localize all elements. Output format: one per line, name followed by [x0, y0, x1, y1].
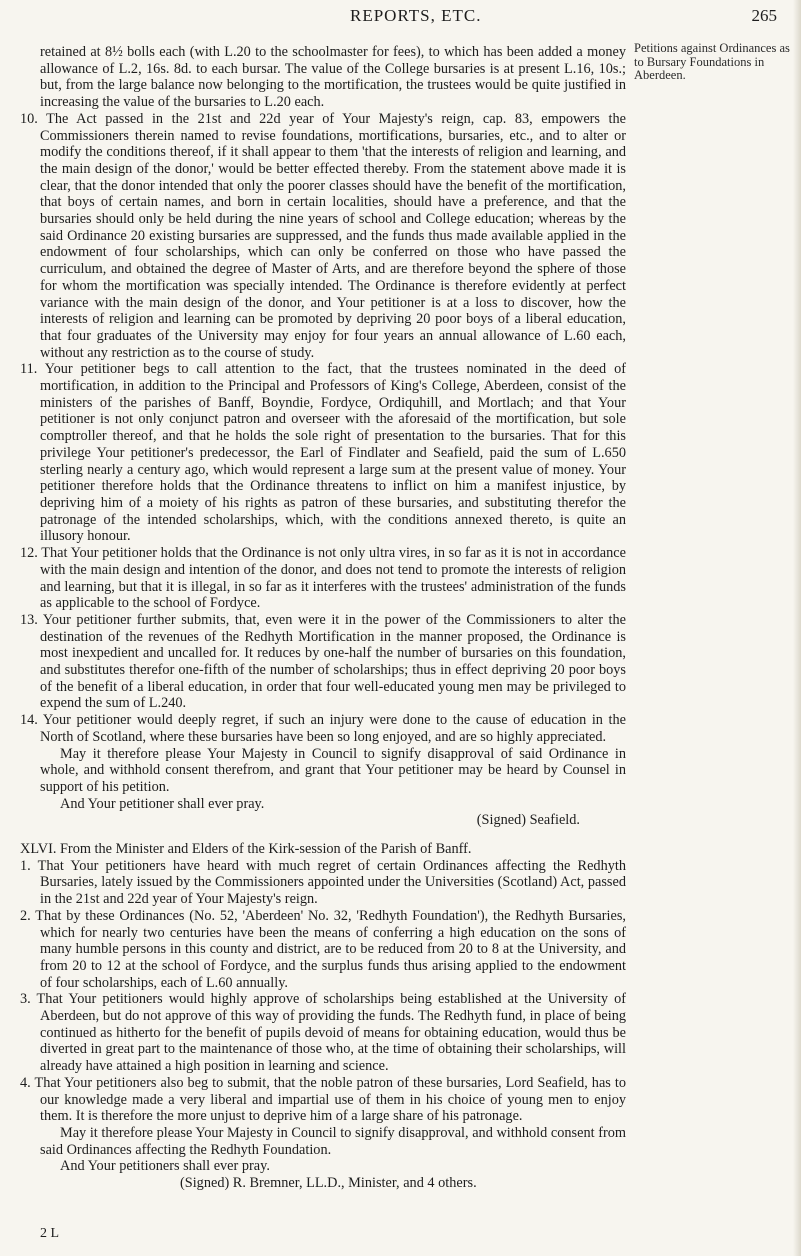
paragraph-14: 14. Your petitioner would deeply regret, if such an injury were done to the cause of education in the North of Scotland, where these bursaries have been so long enjoyed, and are so highly appreciated.	[20, 712, 626, 745]
paragraph-xlvi-2: 2. That by these Ordinances (No. 52, 'Aberdeen' No. 32, 'Redhyth Foundation'), the Redhyth Bursaries, which for nearly two centuries have been the means of conferring a high education on the sons of many humble persons in this county and district, are to be reduced from 20 to 8 at the University, and from 20 to 12 at the school of Fordyce, and the surplus funds thus arising applied to the endowment of four scholarships, each of L.60 annually.	[20, 907, 626, 991]
paragraph-11: 11. Your petitioner begs to call attention to the fact, that the trustees nominated in the deed of mortification, in addition to the Principal and Professors of King's College, Aberdeen, consist of the ministers of the parishes of Banff, Boyndie, Fordyce, Ordiquhill, and Mortlach; and that Your petitioner is not only conjunct patron and overseer with the aforesaid of the mortification, but sole comptroller thereof, and that he holds the sole right of presentation to the bursaries. That for this privilege Your petitioner's predecessor, the Earl of Findlater and Seafield, paid the sum of L.650 sterling nearly a century ago, which would represent a large sum at the present value of money. Your petitioner therefore holds that the Ordinance threatens to inflict on him a manifest injustice, by depriving him of a moiety of his rights as patron of these bursaries, and substituting therefor the patronage of the intended scholarships, which, with the conditions annexed thereto, is quite an illusory honour.	[20, 361, 626, 545]
ever-pray-line-xlvi: And Your petitioners shall ever pray.	[60, 1158, 270, 1175]
page-number: 265	[751, 6, 777, 25]
paragraph-intro: retained at 8½ bolls each (with L.20 to the schoolmaster for fees), to which has been added a money allowance of L.2, 16s. 8d. to each bursar. The value of the College bursaries is at present L.16, 10s.; but, from the large balance now belonging to the mortification, the trustees would be quite justified in increasing the value of the bursaries to L.20 each.	[40, 44, 626, 111]
page-edge	[793, 0, 801, 1256]
section-gap	[20, 829, 626, 841]
signature-text: (Signed) Seafield.	[476, 812, 580, 829]
section-heading-xlvi: XLVI. From the Minister and Elders of the Kirk-session of the Parish of Banff.	[20, 841, 472, 858]
ever-pray-line: And Your petitioner shall ever pray.	[60, 795, 265, 812]
page-header-title: REPORTS, ETC.	[350, 6, 482, 25]
paragraph-xlvi-1: 1. That Your petitioners have heard with much regret of certain Ordinances affecting the Redhyth Bursaries, lately issued by the Commissioners appointed under the Universities (Scotland) Act, passed in the 21st and 22d year of Your Majesty's reign.	[20, 857, 626, 908]
paragraph-xlvi-3: 3. That Your petitioners would highly approve of scholarships being established at the University of Aberdeen, but do not approve of this way of providing the funds. The Redhyth fund, in place of being continued as hitherto for the benefit of pupils devoid of means for obtaining education, would thus be diverted in great part to the maintenance of those who, at the time of obtaining their scholarships, will already have attained a high position in learning and science.	[20, 991, 626, 1075]
signature-mark: 2 L	[40, 1226, 60, 1241]
prayer-paragraph: May it therefore please Your Majesty in Council to signify disapproval of said Ordinance in whole, and withhold consent therefrom, and grant that Your petitioner may be heard by Counsel in support of his petition.	[40, 745, 626, 795]
running-head	[0, 6, 801, 32]
paragraph-xlvi-4: 4. That Your petitioners also beg to submit, that the noble patron of these bursaries, Lord Seafield, has to our knowledge made a very liberal and impartial use of them in his choice of young men to enjoy them. It is therefore the more unjust to deprive him of a large share of his patronage.	[20, 1074, 626, 1125]
margin-note: Petitions against Ordinances as to Bursary Foundations in Aberdeen.	[634, 41, 790, 82]
paragraph-12: 12. That Your petitioner holds that the Ordinance is not only ultra vires, in so far as it is not in accordance with the main design and intention of the donor, and does not tend to promote the interests of religion and learning, but that it is illegal, in so far as it interferes with the trustees' administration of the funds as applicable to the school of Fordyce.	[20, 545, 626, 612]
paragraph-13: 13. Your petitioner further submits, that, even were it in the power of the Commissioners to alter the destination of the revenues of the Redhyth Mortification in the manner proposed, the Ordinance is most inexpedient and uncalled for. It reduces by one-half the number of bursaries on this foundation, and substitutes therefor one-fifth of the number of scholarships; thus in effect depriving 20 poor boys of the benefit of a liberal education, in order that four well-educated young men may be privileged to expend the sum of L.240.	[20, 611, 626, 712]
prayer-paragraph-xlvi: May it therefore please Your Majesty in Council to signify disapproval, and withhold consent from said Ordinances affecting the Redhyth Foundation.	[40, 1125, 626, 1158]
document-body	[20, 44, 626, 1192]
signature-bremner: (Signed) R. Bremner, LL.D., Minister, and 4 others.	[180, 1175, 477, 1192]
paragraph-10: 10. The Act passed in the 21st and 22d year of Your Majesty's reign, cap. 83, empowers the Commissioners therein named to revise foundations, mortifications, bursaries, etc., and to alter or modify the conditions thereof, if it shall appear to them 'that the interests of religion and learning, and the main design of the donor,' would be better effected thereby. From the statement above made it is clear, that the donor intended that only the poorer classes should have the benefit of the mortification, that boys of certain names, and born in certain localities, should have a preference, and that the bursaries should only be held during the nine years of school and College education; whereas by the said Ordinance 20 existing bursaries are suppressed, and the funds thus made available applied in the endowment of four scholarships, which can only be conferred on those who have passed the curriculum, and obtained the degree of Master of Arts, and are therefore beyond the sphere of those for whom the mortification was specially intended. The Ordinance is therefore evidently at perfect variance with the main design of the donor, and Your petitioner is at a loss to discover, how the interests of religion and learning can be promoted by depriving 20 poor boys of a liberal education, that four graduates of the University may enjoy for four years an annual allowance of L.60 each, without any restriction as to the course of study.	[20, 110, 626, 361]
signature-seafield	[20, 812, 580, 829]
